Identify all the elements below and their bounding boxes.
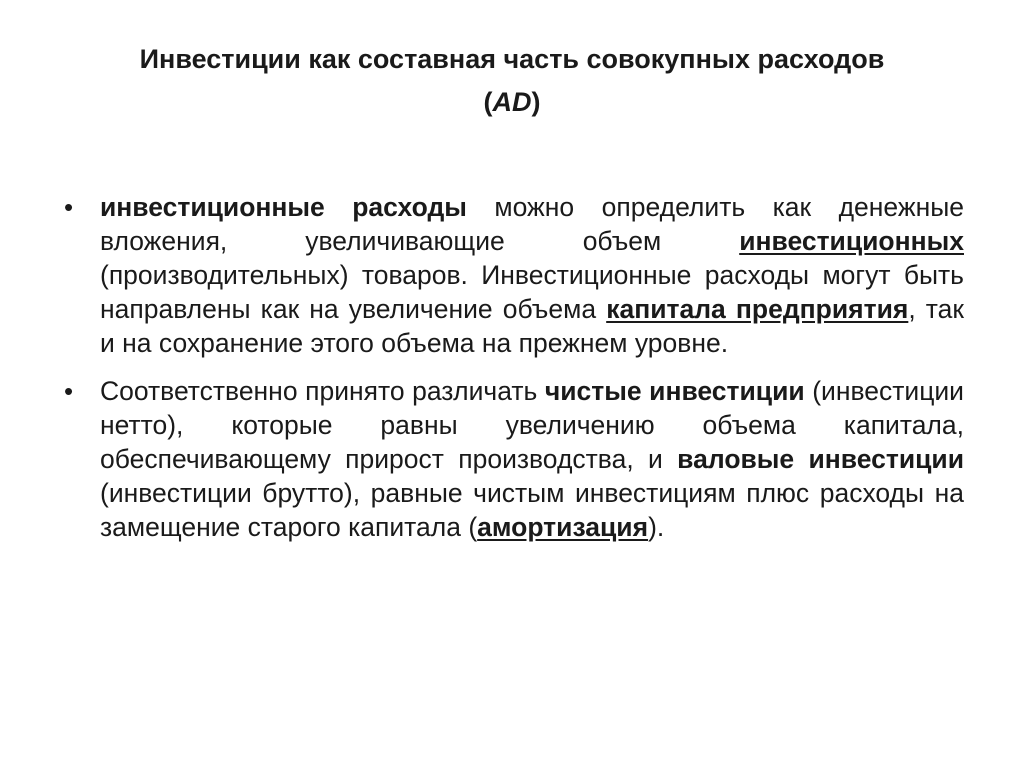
term-net-investment: чистые инвестиции [544, 376, 805, 406]
bullet1-text-2: (производительных) товаров. Инвестиционные расходы могут быть направлены как на увеличение объема [100, 260, 964, 324]
bullet2-text-4: ). [648, 512, 665, 542]
title-open-paren: ( [483, 87, 493, 117]
link-investment-goods[interactable]: инвестиционных [739, 226, 964, 256]
bullet2-text-2: (инвестиции нетто), которые равны увеличению объема капитала, обеспечивающему прирост производства, и [100, 376, 964, 474]
bullet1-text-3: , так и на сохранение этого объема на прежнем уровне. [100, 294, 964, 358]
term-gross-investment: валовые инвестиции [677, 444, 965, 474]
slide-title [60, 38, 964, 124]
title-text: Инвестиции как составная часть совокупных расходов [139, 44, 885, 74]
bullet2-text-1: Соответственно принято различать [100, 376, 545, 406]
bullet-item-net-gross-investment [60, 374, 964, 544]
bullet-dot-icon: • [64, 376, 74, 406]
term-investment-spending: инвестиционные расходы [100, 192, 467, 222]
bullet1-text-1: можно определить как денежные вложения, увеличивающие объем [100, 192, 964, 256]
bullet-item-investment-spending [60, 190, 964, 360]
bullet2-text-3: (инвестиции брутто), равные чистым инвестициям плюс расходы на замещение старого капитала ( [100, 478, 964, 542]
title-abbreviation: AD [492, 87, 532, 117]
title-close-paren: ) [531, 87, 541, 117]
link-depreciation[interactable]: амортизация [477, 512, 649, 542]
bullet-dot-icon: • [64, 192, 74, 222]
bullet-list [60, 190, 964, 558]
link-enterprise-capital[interactable]: капитала предприятия [606, 294, 909, 324]
